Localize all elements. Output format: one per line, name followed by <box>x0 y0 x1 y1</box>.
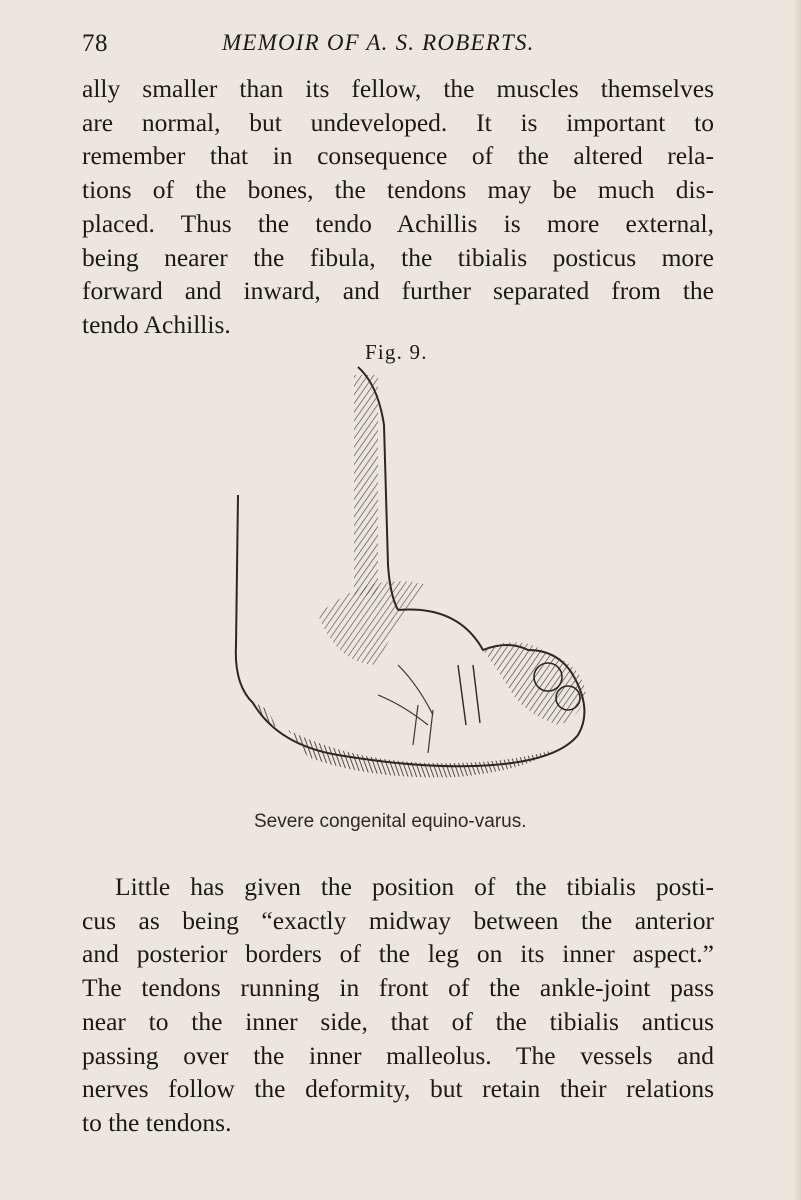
text-line: and posterior borders of the leg on its inner aspect.” <box>82 939 714 969</box>
text-line: Little has given the position of the tibialis posti- <box>115 872 714 901</box>
text-line: to the tendons. <box>82 1107 232 1137</box>
text-line: tions of the bones, the tendons may be much dis- <box>82 175 714 205</box>
text-line: ally smaller than its fellow, the muscles themselves <box>82 74 714 103</box>
page-number: 78 <box>82 30 108 57</box>
text-line: forward and inward, and further separated from the <box>82 276 714 306</box>
text-line: near to the inner side, that of the tibialis anticus <box>82 1006 714 1036</box>
text-line: being nearer the fibula, the tibialis posticus more <box>82 242 714 272</box>
paragraph-1 <box>82 72 714 342</box>
text-line: placed. Thus the tendo Achillis is more external, <box>82 208 714 238</box>
figure-label: Fig. 9. <box>365 340 428 364</box>
text-line: tendo Achillis. <box>82 309 231 339</box>
text-line: are normal, but undeveloped. It is important to <box>82 107 714 137</box>
page-header <box>82 30 722 64</box>
text-line: passing over the inner malleolus. The vessels and <box>82 1040 714 1070</box>
text-line: cus as being “exactly midway between the anterior <box>82 905 714 935</box>
foot-illustration <box>228 365 628 815</box>
page-edge-shadow <box>793 0 801 1200</box>
figure-caption: Severe congenital equino-varus. <box>254 811 527 832</box>
text-line: nerves follow the deformity, but retain their relations <box>82 1074 714 1104</box>
paragraph-2 <box>82 870 714 1140</box>
running-head: MEMOIR OF A. S. ROBERTS. <box>222 30 535 55</box>
text-line: remember that in consequence of the altered rela- <box>82 141 714 171</box>
text-line: The tendons running in front of the ankle-joint pass <box>82 973 714 1003</box>
